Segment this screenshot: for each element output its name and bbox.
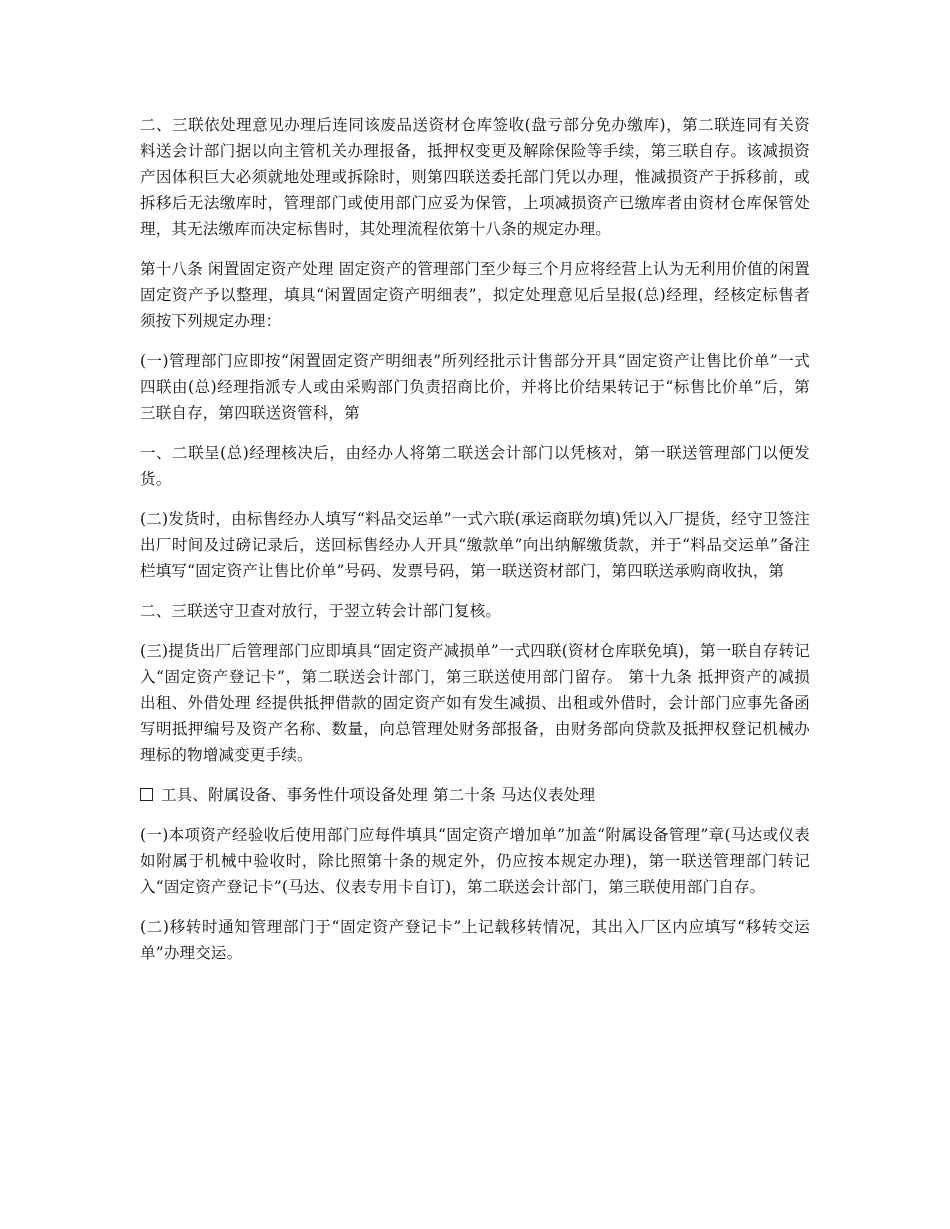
paragraph-section-heading [140,782,810,808]
paragraph-20-item-2: (二)移转时通知管理部门于“固定资产登记卡”上记载移转情况，其出入厂区内应填写“移转交运单”办理交运。 [140,918,810,962]
paragraph-18-item-2: (二)发货时，由标售经办人填写“料品交运单”一式六联(承运商联勿填)凭以入厂提货，经守卫签注出厂时间及过磅记录后，送回标售经办人开具“缴款单”向出纳解缴货款，并于“料品交运单”备注栏填写“固定资产让售比价单”号码、发票号码，第一联送资材部门，第四联送承购商收执，第 [140,510,810,580]
paragraph-20-item-1: (一)本项资产经验收后使用部门应每件填具“固定资产增加单”加盖“附属设备管理”章(马达或仪表如附属于机械中验收时，除比照第十条的规定外，仍应按本规定办理)，第一联送管理部门转记入“固定资产登记卡”(马达、仪表专用卡自订)，第二联送会计部门，第三联使用部门自存。 [140,826,810,896]
checkbox-icon [140,788,153,801]
paragraph-18-item-2-cont: 二、三联送守卫查对放行，于翌立转会计部门复核。 [140,602,502,620]
paragraph-18-item-1: (一)管理部门应即按“闲置固定资产明细表”所列经批示计售部分开具“固定资产让售比价单”一式四联由(总)经理指派专人或由采购部门负责招商比价，并将比价结果转记于“标售比价单”后，第三联自存，第四联送资管科，第 [140,352,810,422]
document-page [140,112,810,980]
section-heading-text: 工具、附属设备、事务性什项设备处理 第二十条 马达仪表处理 [161,786,596,804]
paragraph-article-18: 第十八条 闲置固定资产处理 固定资产的管理部门至少每三个月应将经营上认为无利用价值的闲置固定资产予以整理，填具“闲置固定资产明细表”，拟定处理意见后呈报(总)经理，经核定标售者须按下列规定办理： [140,260,810,330]
paragraph-disposal-copies: 二、三联依处理意见办理后连同该废品送资材仓库签收(盘亏部分免办缴库)，第二联连同有关资料送会计部门据以向主管机关办理报备，抵押权变更及解除保险等手续，第三联自存。该减损资产因体积巨大必须就地处理或拆除时，则第四联送委托部门凭以办理，惟减损资产于拆移前，或拆移后无法缴库时，管理部门或使用部门应妥为保管，上项减损资产已缴库者由资材仓库保管处理，其无法缴库而决定标售时，其处理流程依第十八条的规定办理。 [140,116,810,238]
paragraph-18-item-3-article-19: (三)提货出厂后管理部门应即填具“固定资产减损单”一式四联(资材仓库联免填)，第一联自存转记入“固定资产登记卡”，第二联送会计部门，第三联送使用部门留存。 第十九条 抵押资产的减损出租、外借处理 经提供抵押借款的固定资产如有发生减损、出租或外借时，会计部门应事先备函写明抵押编号及资产名称、数量，向总管理处财务部报备，由财务部向贷款及抵押权登记机械办理标的物增减变更手续。 [140,642,810,764]
paragraph-18-item-1-cont: 一、二联呈(总)经理核决后，由经办人将第二联送会计部门以凭核对，第一联送管理部门以便发货。 [140,444,810,488]
